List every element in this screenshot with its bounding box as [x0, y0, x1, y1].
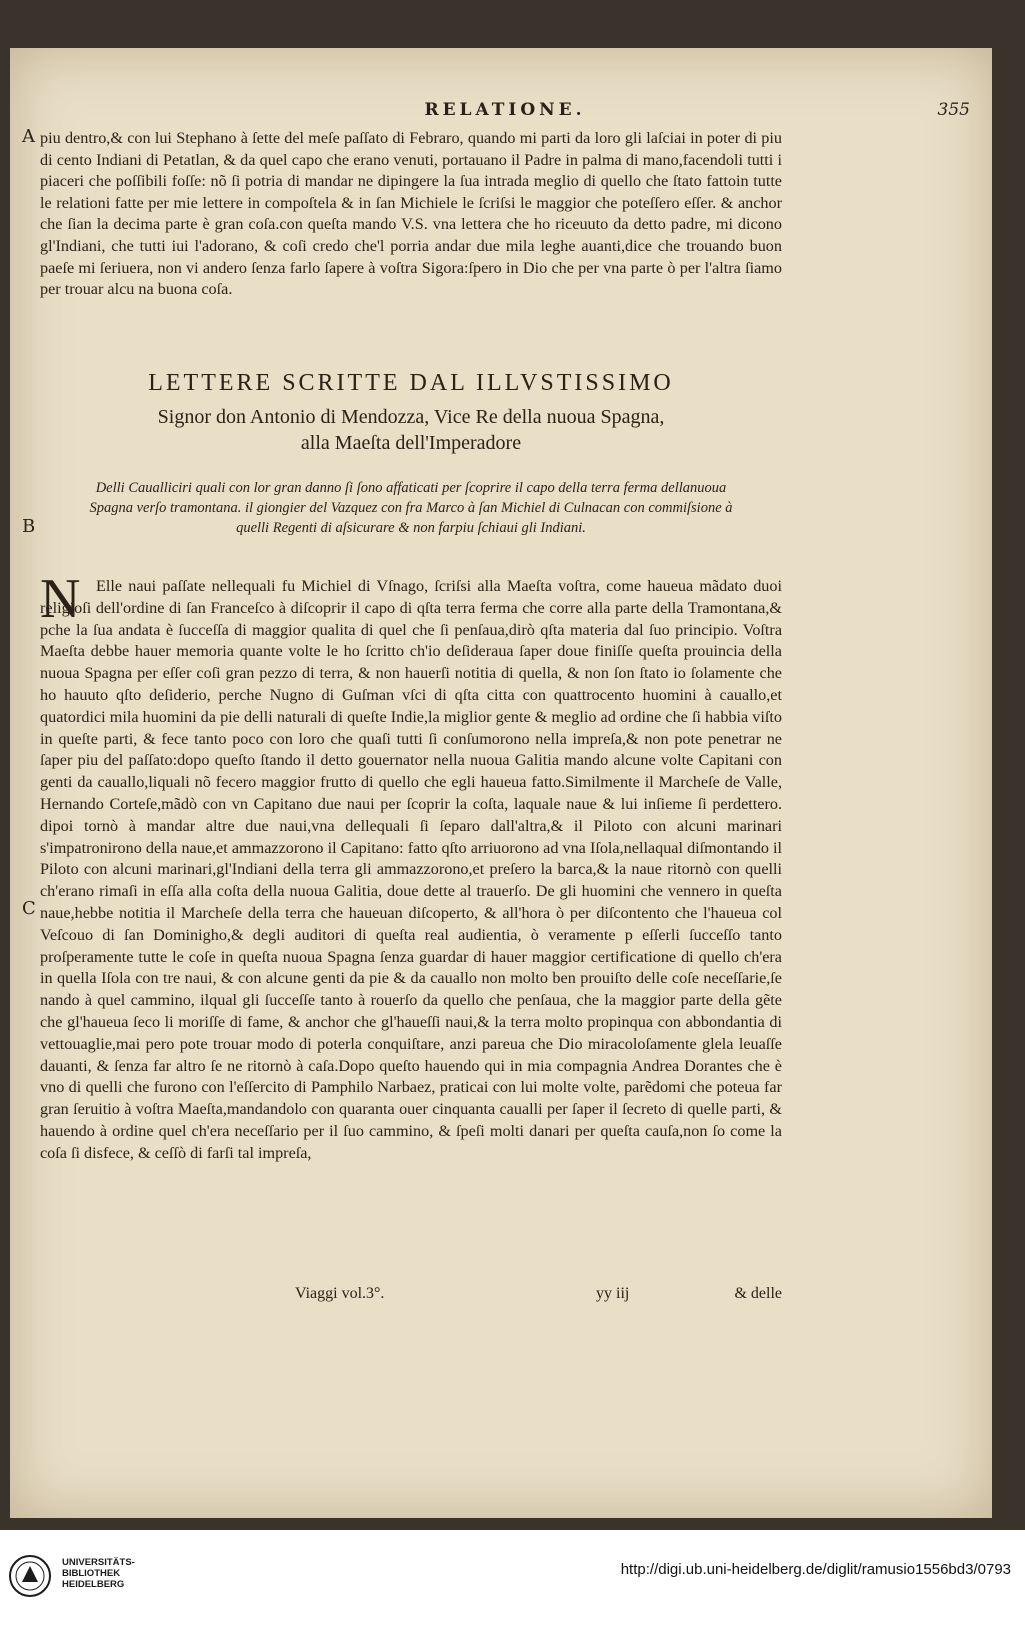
page-footer	[40, 1285, 782, 1309]
running-title: RELATIONE.	[424, 100, 586, 120]
logo-line-1: UNIVERSITÄTS-	[62, 1557, 135, 1568]
subheading-line-2: alla Maeſta dell'Imperadore	[300, 432, 522, 454]
drop-cap: N	[40, 568, 81, 630]
letter-heading: LETTERE SCRITTE DAL ILLVSTISSIMO	[148, 370, 674, 396]
letter-subheading	[40, 404, 782, 456]
volume-signature: Viaggi vol.3°.	[295, 1285, 385, 1302]
book-page	[10, 48, 992, 1518]
logo-line-3: HEIDELBERG	[62, 1579, 125, 1590]
running-header	[40, 100, 970, 130]
logo-line-2: BIBLIOTHEK	[62, 1568, 121, 1579]
margin-letter-b: B	[22, 516, 36, 537]
library-logo[interactable]	[8, 1554, 208, 1614]
catchword: & delle	[734, 1285, 782, 1302]
body-paragraph: Elle naui paſſate nellequali fu Michiel di Vſnago, ſcriſsi alla Maeſta voſtra, come haueua mãdato duoi religioſi dell'ordine di ſan Franceſco à diſcoprir il capo di qſta terra ferma che corre alla parte della Tramontana,& pche la ſua andata è ſucceſſa di maggior qualita di quel che ſi penſaua,dirò qſta materia dal ſuo principio. Voſtra Maeſta debbe hauer memoria quante volte le ho ſcritto ch'io deſideraua ſaper doue finiſſe queſta prouincia della nuoua Spagna per eſſer coſi gran pezzo di terra, & non hauerſi notitia di quella, & non ſon ſtato io ſolamente che ho hauuto qſto deſiderio, perche Nugno di Guſman vſci di qſta citta con quattrocento huomini à cauallo,et quatordici mila huomini da pie delli naturali di queſte Indie,la miglior gente & meglio ad ordine che ſi habbia viſto in queſte parti, & fece tanto poco con loro che quaſi tutti ſi conſumorono nella impreſa,& non pote penetrar ne ſaper piu del paſſato:dopo queſto ſtando il detto gouernator nella nuoua Galitia mando alcune volte Capitani con genti da cauallo,liquali nõ fecero maggior frutto di quello che egli haueua fatto.Similmente il Marcheſe de Valle, Hernando Corteſe,mãdò con vn Capitano due naui per ſcoprir la coſta, laquale naue & lui inſieme ſi perdettero. dipoi tornò à mandar altre due naui,vna dellequali ſi ſeparo dall'altra,& il Piloto con alcuni marinari s'impatronirono della naue,et ammazzorono il Capitano: fatto qſto arriuorono ad vna Iſola,nellaqual diſmontando il Piloto con alcuni marinari,gl'Indiani della terra gli ammazzorono,et preſero la barca,& la naue ritornò con quelli ch'erano rimaſi in eſſa alla coſta della nuoua Galitia, doue dette al trauerſo. De gli huomini che vennero in queſta naue,hebbe notitia il Marcheſe della terra che haueuan diſcoperto, & all'hora ò per diſcontento che l'haueua col Veſcouo di ſan Dominigho,& degli auditori di queſta real audientia, ò veramente p eſſerli ſucceſſo tanto proſperamente tutte le coſe in queſta nuoua Spagna ſenza guardar di hauer maggior certificatione di quello ch'era in quella Iſola con tre naui, & con alcune genti da pie & da cauallo non molto ben prouiſto delle coſe neceſſarie,ſe nando à quel cammino, ilqual gli ſucceſſe tanto à rouerſo da quello che penſaua, che la maggior parte della gẽte che gl'haueua ſeco li moriſſe di fame, & anchor che gl'haueſſi naui,& la terra molto propinqua con abbondantia di vettouaglie,mai pero pote trouar modo di poterla conquiſtare, anzi pareua che Dio miracoloſamente glela leuaſſe dauanti, & ſenza far altro ſe ne ritornò à caſa.Dopo queſto hauendo qui in mia compagnia Andrea Dorantes che è vno di quelli che furono con l'eſſercito di Pamphilo Narbaez, praticai con lui molte volte, parẽdomi che poteua far gran ſeruitio à voſtra Maeſta,mandandolo con quaranta ouer cinquanta caualli per ſaper il ſecreto di quelle parti, & hauendo à ordine quel ch'era neceſſario per il ſuo cammino, & ſpeſi molti danari per queſta cauſa,non ſo come la coſa ſi disfece, & ceſſò di farſi tal impreſa,	[40, 577, 782, 1162]
subheading-line-1: Signor don Antonio di Mendozza, Vice Re della nuoua Spagna,	[157, 406, 665, 428]
continuation-paragraph: piu dentro,& con lui Stephano à ſette del meſe paſſato di Febraro, quando mi parti da loro gli laſciai in poter di piu di cento Indiani di Petatlan, & da quel capo che erano venuti, portauano il Padre in palma di mano,facendoli tutti i piaceri che poſſibili foſſe: nõ ſi potria di mandar ne dipingere la ſua intrada meglio di quello che ſtato fattoin tutte le relationi fatte per mie lettere in compoſtela & in ſan Michiele le ſcriſsi le maggior che poteſſero eſſer. & anchor che ſian la decima parte è gran coſa.con queſta mando V.S. vna lettera che ho riceuuto da detto padre, mi dicono gl'Indiani, che tutti iui l'adorano, & coſi credo che'l porria andar due mila leghe auanti,dice che trouando buon paeſe mi ſeriuera, non vi andero ſenza farlo ſapere à voſtra Sigora:ſpero in Dio che per vna parte ò per l'altra ſiamo per trouar alcu na buona coſa.	[40, 129, 782, 299]
margin-letter-c: C	[22, 898, 36, 919]
university-seal-icon	[8, 1554, 52, 1598]
signature-mark: yy iij	[596, 1285, 630, 1302]
margin-letter-a: A	[22, 126, 35, 147]
permalink-url[interactable]: http://digi.ub.uni-heidelberg.de/diglit/ramusio1556bd3/0793	[620, 1561, 1011, 1578]
library-name	[62, 1557, 135, 1590]
page-number: 355	[937, 100, 970, 120]
chapter-summary: Delli Caualliciri quali con lor gran danno ſi ſono affaticati per ſcoprire il capo della terra ferma dellanuoua Spagna verſo tramontana. il giongier del Vazquez con fra Marco à ſan Michiel di Culnacan con commiſsione à quelli Regenti di aſsicurare & non farpiu ſchiaui gli Indiani.	[89, 480, 733, 536]
viewer-footer	[0, 1530, 1025, 1635]
